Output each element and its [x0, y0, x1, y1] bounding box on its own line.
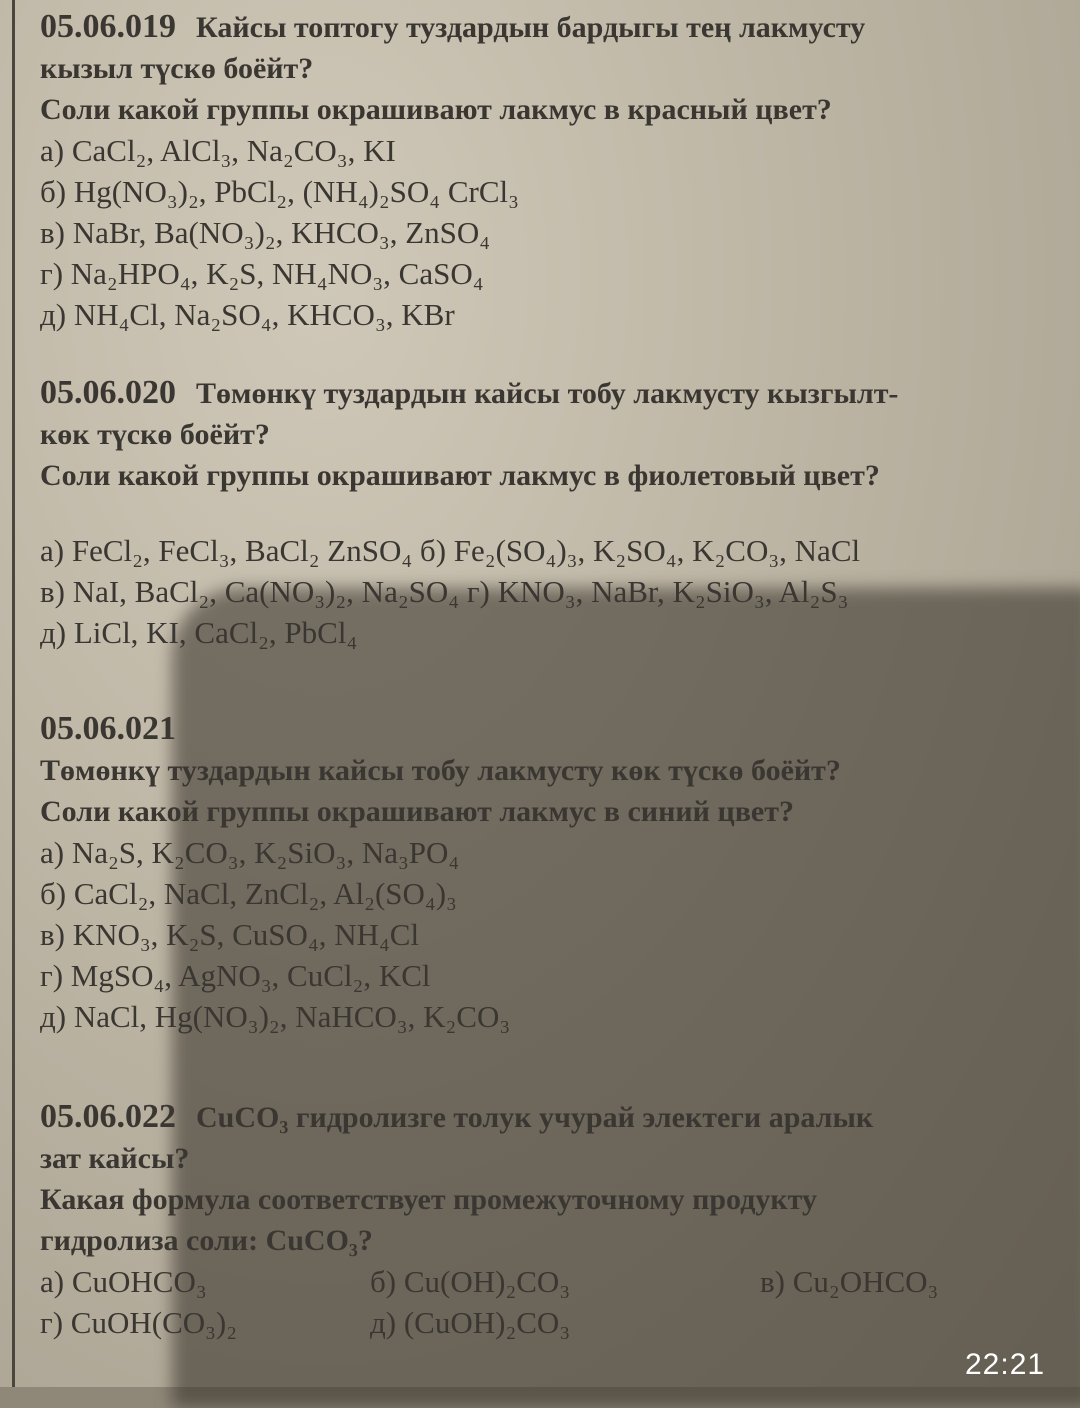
option-a: а) CuOHCO₃ [40, 1264, 207, 1299]
option-b: б) CaCl₂, NaCl, ZnCl₂, Al₂(SO₄)₃ [40, 876, 457, 911]
option-row-1: а) FeCl₂, FeCl₃, BaCl₂ ZnSO₄ б) Fe₂(SO₄)₃, K₂SO₄, K₂CO₃, NaCl [40, 533, 861, 568]
question-ru-line2: гидролиза соли: CuCO₃? [40, 1224, 373, 1257]
question-kg-line2: зат кайсы? [40, 1142, 190, 1175]
question-kg-line1: Кайсы топтогу туздардын бардыгы тең лакмусту [196, 11, 866, 44]
question-number: 05.06.021 [40, 710, 176, 747]
question-022 [40, 1096, 1050, 1343]
question-number: 05.06.019 [40, 8, 176, 45]
question-kg-line1: Төмөнкү туздардын кайсы тобу лакмусту көк түскө боёйт? [40, 754, 841, 787]
option-d: д) NaCl, Hg(NO₃)₂, NaHCO₃, K₂CO₃ [40, 999, 511, 1034]
question-ru: Соли какой группы окрашивают лакмус в синий цвет? [40, 795, 794, 828]
option-v: в) NaBr, Ba(NO₃)₂, KHCO₃, ZnSO₄ [40, 215, 491, 250]
question-020 [40, 372, 1050, 653]
option-row-1 [40, 1261, 1050, 1302]
option-g: г) CuOH(CO₃)₂ [40, 1305, 238, 1340]
option-b: б) Hg(NO₃)₂, PbCl₂, (NH₄)₂SO₄ CrCl₃ [40, 174, 519, 209]
question-number: 05.06.022 [40, 1098, 176, 1135]
question-kg-line2: кызыл түскө боёйт? [40, 52, 314, 85]
question-ru-line1: Какая формула соответствует промежуточному продукту [40, 1183, 817, 1216]
page-margin-line [12, 0, 15, 1387]
question-ru: Соли какой группы окрашивают лакмус в красный цвет? [40, 93, 832, 126]
question-019 [40, 6, 1050, 335]
option-v: в) Cu₂OHCO₃ [760, 1264, 939, 1299]
option-a: а) Na₂S, K₂CO₃, K₂SiO₃, Na₃PO₄ [40, 835, 460, 870]
question-ru: Соли какой группы окрашивают лакмус в фиолетовый цвет? [40, 459, 880, 492]
question-021 [40, 708, 1050, 1037]
option-row-2: в) NaI, BaCl₂, Ca(NO₃)₂, Na₂SO₄ г) KNO₃, NaBr, K₂SiO₃, Al₂S₃ [40, 574, 849, 609]
option-v: в) KNO₃, K₂S, CuSO₄, NH₄Cl [40, 917, 420, 952]
option-row-3: д) LiCl, KI, CaCl₂, PbCl₄ [40, 615, 358, 650]
option-a: а) CaCl₂, AlCl₃, Na₂CO₃, KI [40, 133, 396, 168]
option-b: б) Cu(OH)₂CO₃ [370, 1264, 571, 1299]
question-number: 05.06.020 [40, 374, 176, 411]
option-g: г) MgSO₄, AgNO₃, CuCl₂, KCl [40, 958, 431, 993]
question-kg-line2: көк түскө боёйт? [40, 418, 270, 451]
status-time: 22:21 [965, 1348, 1046, 1381]
question-kg-line1: CuCO₃ гидролизге толук учурай электеги аралык [196, 1101, 874, 1134]
option-d: д) (CuOH)₂CO₃ [370, 1305, 571, 1340]
option-g: г) Na₂HPO₄, K₂S, NH₄NO₃, CaSO₄ [40, 256, 484, 291]
question-kg-line1: Төмөнкү туздардын кайсы тобу лакмусту кызгылт- [196, 377, 899, 410]
option-d: д) NH₄Cl, Na₂SO₄, KHCO₃, KBr [40, 297, 455, 332]
option-row-2 [40, 1302, 1050, 1343]
